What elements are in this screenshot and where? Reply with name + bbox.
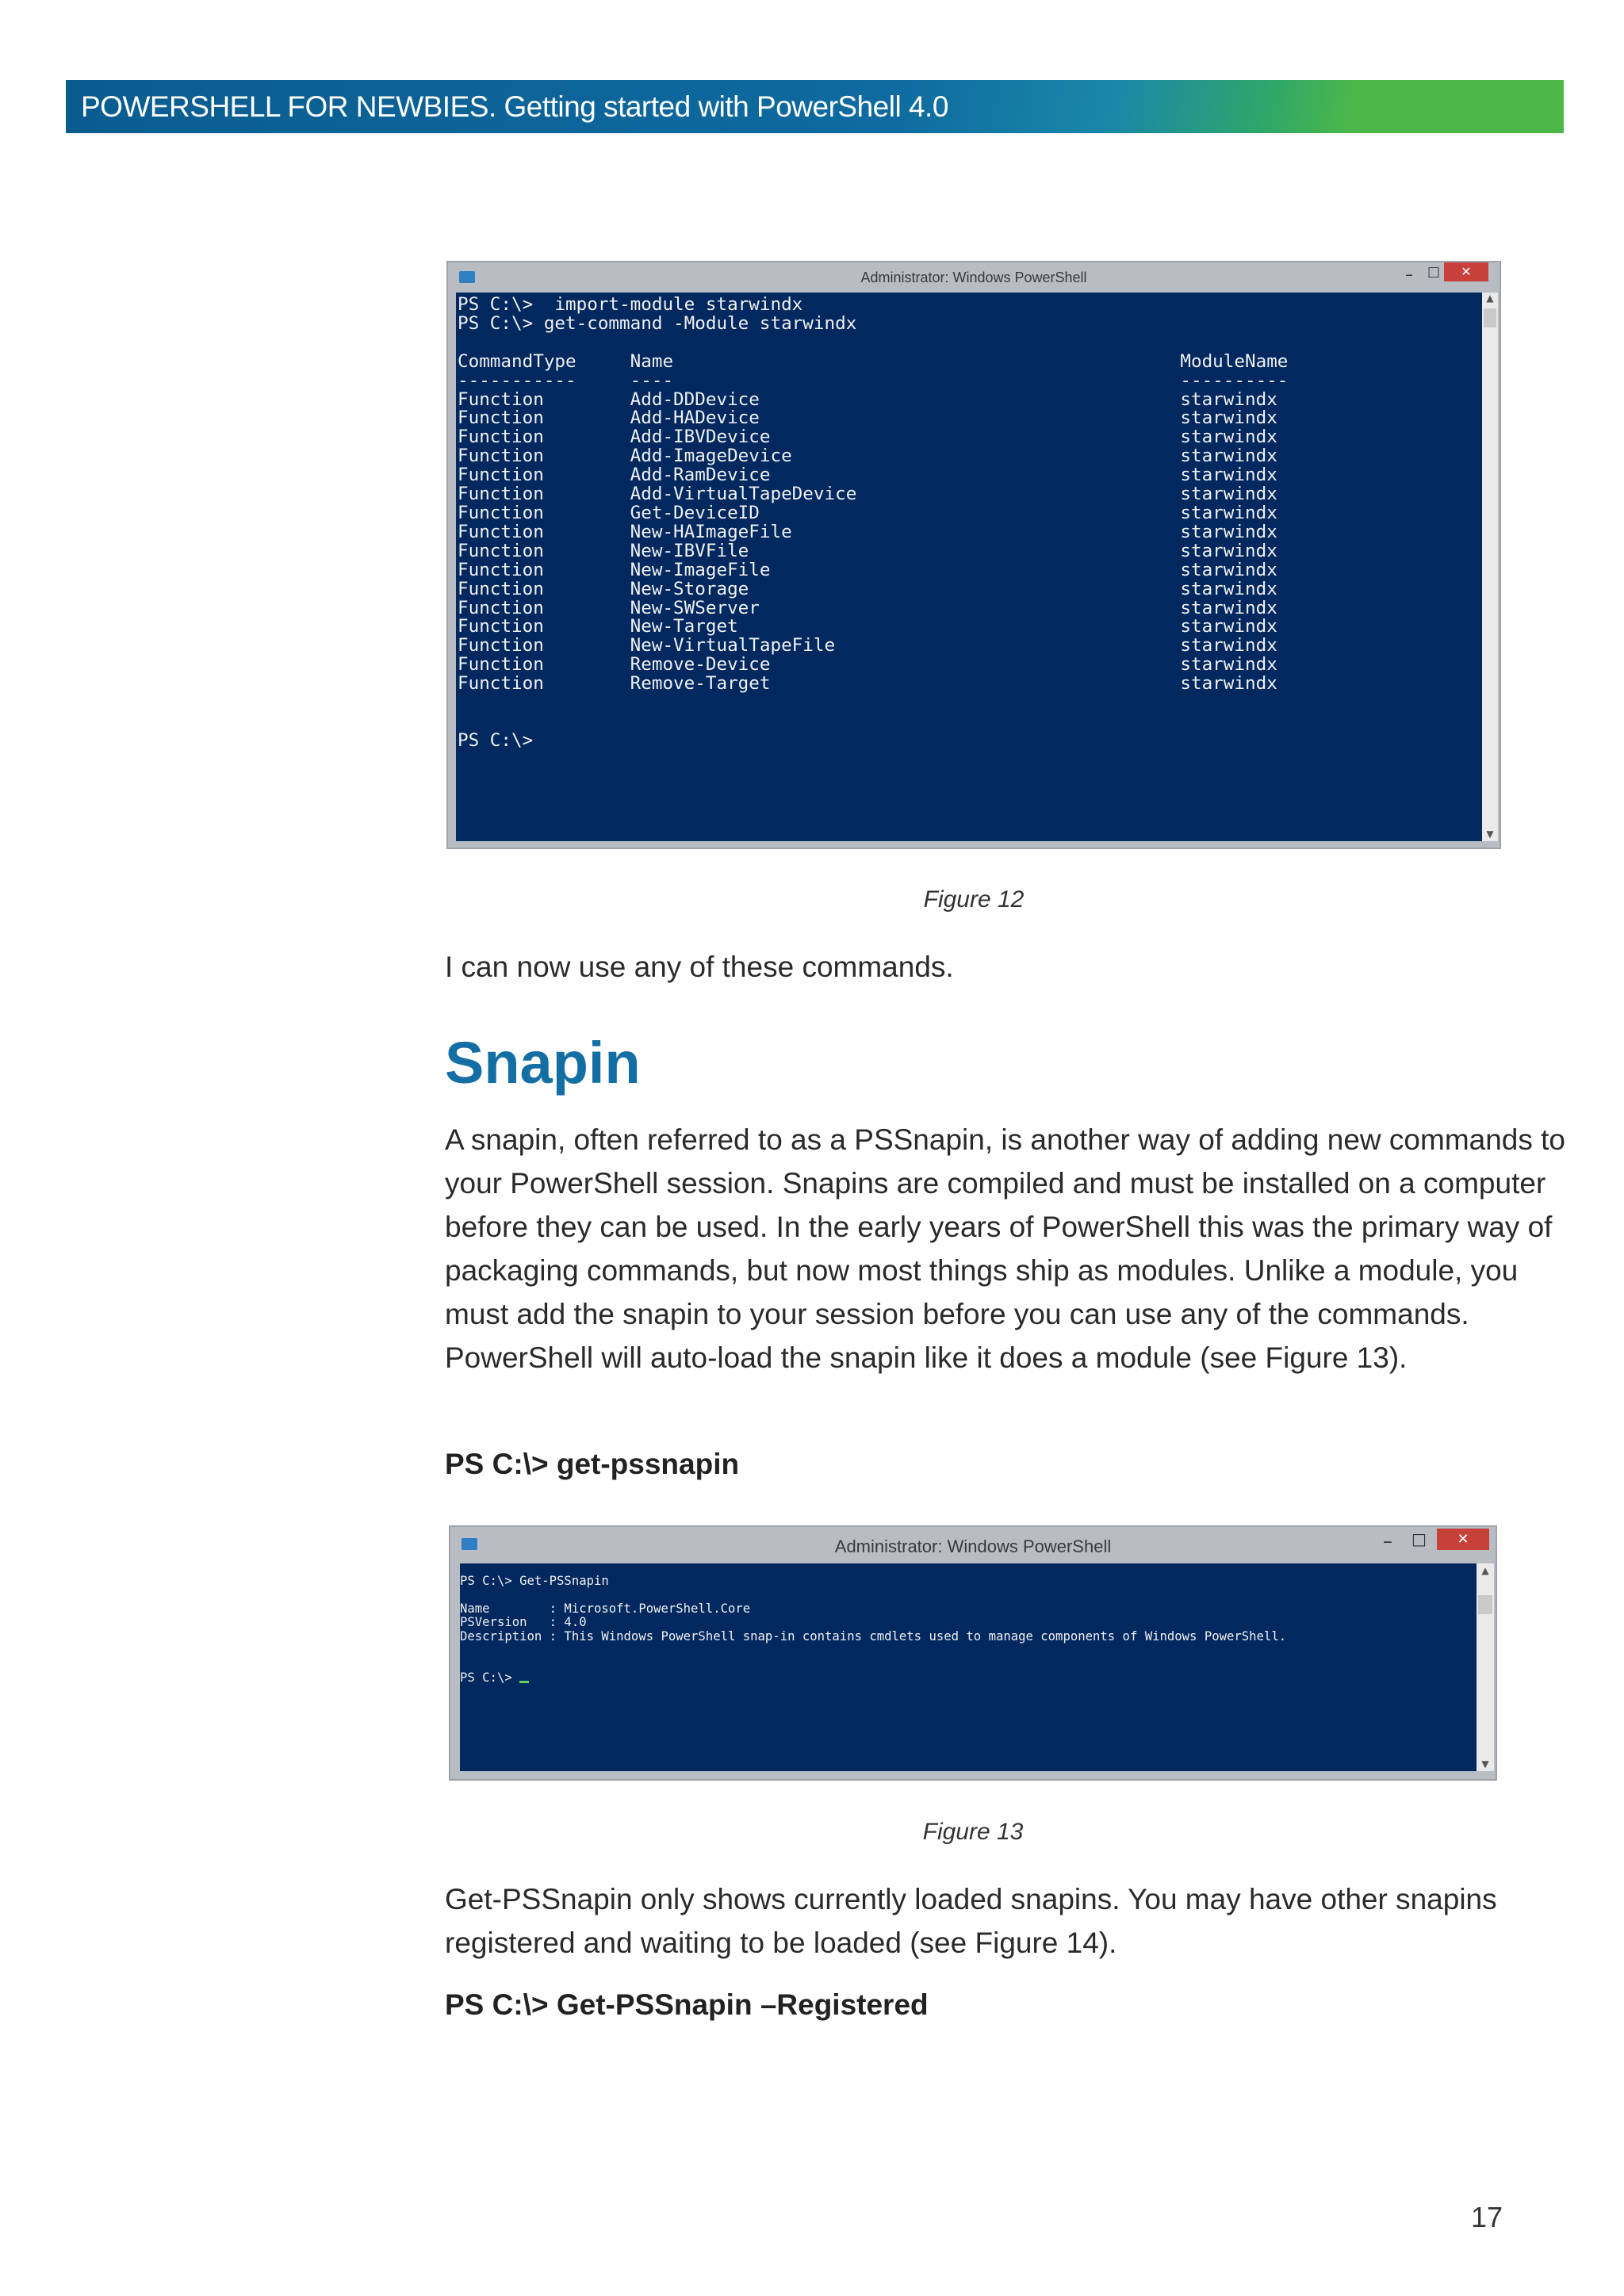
paragraph-registered-snapins: Get-PSSnapin only shows currently loaded snapins. You may have other snapins registered and waiting to be loaded (see Figure 14).: [445, 1883, 1497, 1959]
figure12-scroll-thumb[interactable]: [1484, 308, 1496, 327]
header-banner: [66, 80, 1564, 133]
section-heading-snapin: Snapin: [445, 1030, 641, 1096]
figure12-window-title: Administrator: Windows PowerShell: [860, 270, 1087, 285]
command-get-pssnapin: PS C:\> get-pssnapin: [445, 1448, 740, 1480]
command-get-pssnapin-registered: PS C:\> Get-PSSnapin –Registered: [445, 1988, 929, 2021]
figure13-window-title: Administrator: Windows PowerShell: [834, 1536, 1112, 1556]
scroll-up-icon[interactable]: ▲: [1481, 1565, 1489, 1576]
paragraph-commands: I can now use any of these commands.: [445, 951, 954, 983]
figure12-caption: Figure 12: [923, 886, 1025, 913]
maximize-icon[interactable]: □: [1411, 1529, 1427, 1548]
close-icon[interactable]: ✕: [1444, 262, 1488, 281]
figure12-console[interactable]: [456, 293, 1482, 841]
maximize-icon[interactable]: □: [1427, 264, 1441, 280]
scroll-down-icon[interactable]: ▼: [1486, 828, 1494, 840]
figure12-powershell-window: [446, 261, 1501, 849]
figure12-console-text: PS C:\> import-module starwindx PS C:\> get-command -Module starwindx CommandType Name ModuleName ----------- ---- ---------- Function Add-DDDevice starwindx Function Add-HADevice starwindx Function Add-IBVDevice starwindx Function Add-ImageDevice starwindx Function Add-RamDevice starwindx Function Add-VirtualTapeDevice starwindx Function Get-DeviceID starwindx Function New-HAImageFile starwindx Function New-IBVFile starwindx Function New-ImageFile starwindx Function New-Storage starwindx Function New-SWServer starwindx Function New-Target starwindx Function New-VirtualTapeFile starwindx Function Remove-Device starwindx Function Remove-Target starwindx PS C:\>: [458, 294, 1289, 751]
scroll-up-icon[interactable]: ▲: [1486, 293, 1494, 304]
figure13-scrollbar[interactable]: [1477, 1563, 1494, 1771]
figure13-powershell-window: [449, 1525, 1497, 1781]
minimize-icon[interactable]: –: [1383, 1530, 1392, 1552]
console-cursor: [519, 1681, 529, 1683]
figure13-console[interactable]: [460, 1563, 1477, 1771]
figure12-scrollbar[interactable]: [1482, 293, 1498, 841]
close-icon[interactable]: ✕: [1437, 1529, 1489, 1550]
page-number: 17: [1470, 2201, 1503, 2233]
paragraph-snapin-intro: A snapin, often referred to as a PSSnapin, is another way of adding new commands to your PowerShell session. Snapins are compiled and must be installed on a computer before they can be used. In the early years of PowerShell this was the primary way of packaging commands, but now most things ship as modules. Unlike a module, you must add the snapin to your session before you can use any of the commands. PowerShell will auto-load the snapin like it does a module (see Figure 13).: [445, 1123, 1566, 1374]
header-title: POWERSHELL FOR NEWBIES. Getting started with PowerShell 4.0: [81, 90, 948, 123]
figure13-console-text: PS C:\> Get-PSSnapin Name : Microsoft.PowerShell.Core PSVersion : 4.0 Description : This Windows PowerShell snap-in contains cmdlets used to manage components of Windows PowerShell. PS C:\>: [460, 1574, 1287, 1685]
figure12-titlebar: [448, 262, 1500, 293]
figure13-caption: Figure 13: [922, 1819, 1024, 1845]
scroll-down-icon[interactable]: ▼: [1481, 1758, 1489, 1770]
minimize-icon[interactable]: –: [1405, 265, 1413, 284]
figure13-titlebar: [450, 1527, 1496, 1563]
figure13-scroll-thumb[interactable]: [1478, 1595, 1492, 1614]
